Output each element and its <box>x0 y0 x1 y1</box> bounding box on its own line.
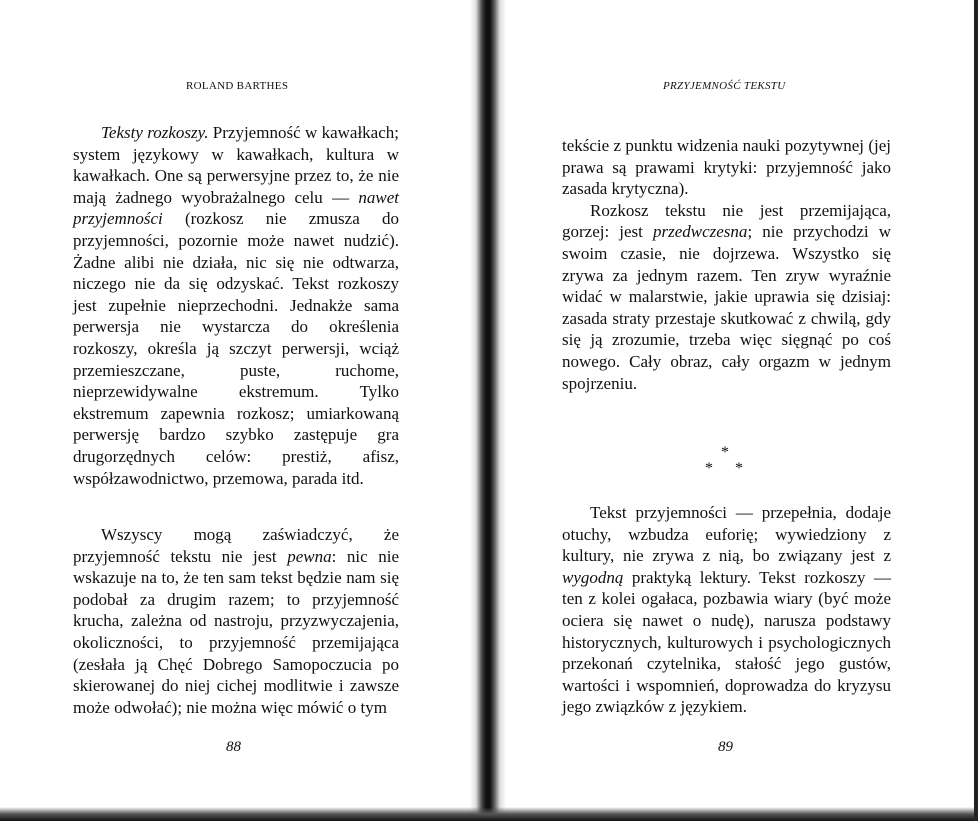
paragraph <box>562 502 891 718</box>
emphasis: Teksty rozkoszy. <box>101 123 209 142</box>
running-head-title: PRZYJEMNOŚĆ TEKSTU <box>663 80 786 92</box>
text-block-teksty-rozkoszy <box>73 122 399 489</box>
emphasis: pewna <box>287 546 332 566</box>
running-head-author: ROLAND BARTHES <box>186 80 289 92</box>
paragraph <box>73 524 399 718</box>
text-run: : nic nie wskazuje na to, że ten sam tekst będzie nam się podobał za drugim razem; to przyjemność krucha, zależna od nastroju, przyzwyczajenia, okoliczności, to przyjemność przemijająca (zesłała ją Chęć Dobrego Samopoczucia po skierowanej do niej cichej modlitwie i zawsze może odwołać); nie można więc mówić o tym <box>73 546 400 717</box>
text-run: praktyką lektury. Tekst rozkoszy — ten z kolei ogałaca, pozbawia wiary (być może ociera się nawet o nudę), narusza podstawy historycznych, kulturowych i psychologicznych przekonań czytelnika, stałość jego gustów, wartości i wspomnień, doprowadza do kryzysu jego związków z językiem. <box>562 567 891 717</box>
text-run: Rozkosz tekstu nie jest przemijająca, gorzej: jest <box>562 200 891 242</box>
asterisk: * <box>705 460 713 477</box>
asterisk: * <box>721 444 729 461</box>
paragraph <box>73 122 399 489</box>
book-gutter-shadow <box>470 0 506 821</box>
text-run: Tekst przyjemności — przepełnia, dodaje otuchy, wzbudza euforię; wywiedziony z kultury, nie zrywa z nią, bo związany jest z <box>562 503 891 566</box>
emphasis: przedwczesna <box>652 222 748 242</box>
paragraph: tekście z punktu widzenia nauki pozytywnej (jej prawa są prawami krytyki: przyjemność jako zasada krytyczna). <box>562 136 891 199</box>
scan-right-edge <box>974 0 978 821</box>
emphasis: nawet przyjemności <box>73 187 399 229</box>
text-run: Przyjemność w kawałkach; system językowy w kawałkach, kultura w kawałkach. One są perwersyjne przez to, że nie mają żadnego wyobrażalnego celu — <box>73 123 399 207</box>
asterisk: * <box>735 460 743 477</box>
text-run: (rozkosz nie zmusza do przyjemności, pozornie może nawet nudzić). Żadne alibi nie działa, nic się nie odtwarza, niczego nie da się odzyskać. Tekst rozkoszy jest zupełnie nieprzechodni. Jednakże sama perwersja nie wystarcza do określenia rozkoszy, określa ją szczyt perwersji, wciąż przemieszczane, puste, ruchome, nieprzewidywalne ekstremum. Tylko ekstremum zapewnia rozkosz; umiarkowaną perwersję bardzo szybko zastępuje gra drugorzędnych celów: prestiż, afisz, współzawodnictwo, przemowa, parada itd. <box>73 209 399 488</box>
text-run: Wszyscy mogą zaświadczyć, że przyjemność tekstu nie jest <box>73 525 399 566</box>
text-run: ; nie przychodzi w swoim czasie, nie dojrzewa. Wszystko się zrywa za jednym razem. Ten zryw wyraźnie widać w malarstwie, jakie uprawia się dzisiaj: zasada straty przestaje skutkować z chwilą, gdy się ją zrozumie, trzeba więc sięgnąć po coś nowego. Cały obraz, cały orgazm w jednym spojrzeniu. <box>562 222 891 393</box>
page-number: 88 <box>226 739 241 755</box>
text-block-continuation <box>562 135 891 394</box>
paragraph <box>562 200 891 394</box>
left-page <box>0 0 482 821</box>
scan-bottom-shadow <box>0 807 978 821</box>
emphasis: wygodną <box>562 567 624 587</box>
section-separator-asterism <box>705 444 745 478</box>
text-block-wszyscy <box>73 524 399 718</box>
text-block-tekst-przyjemnosci <box>562 502 891 718</box>
page-number: 89 <box>718 739 733 755</box>
